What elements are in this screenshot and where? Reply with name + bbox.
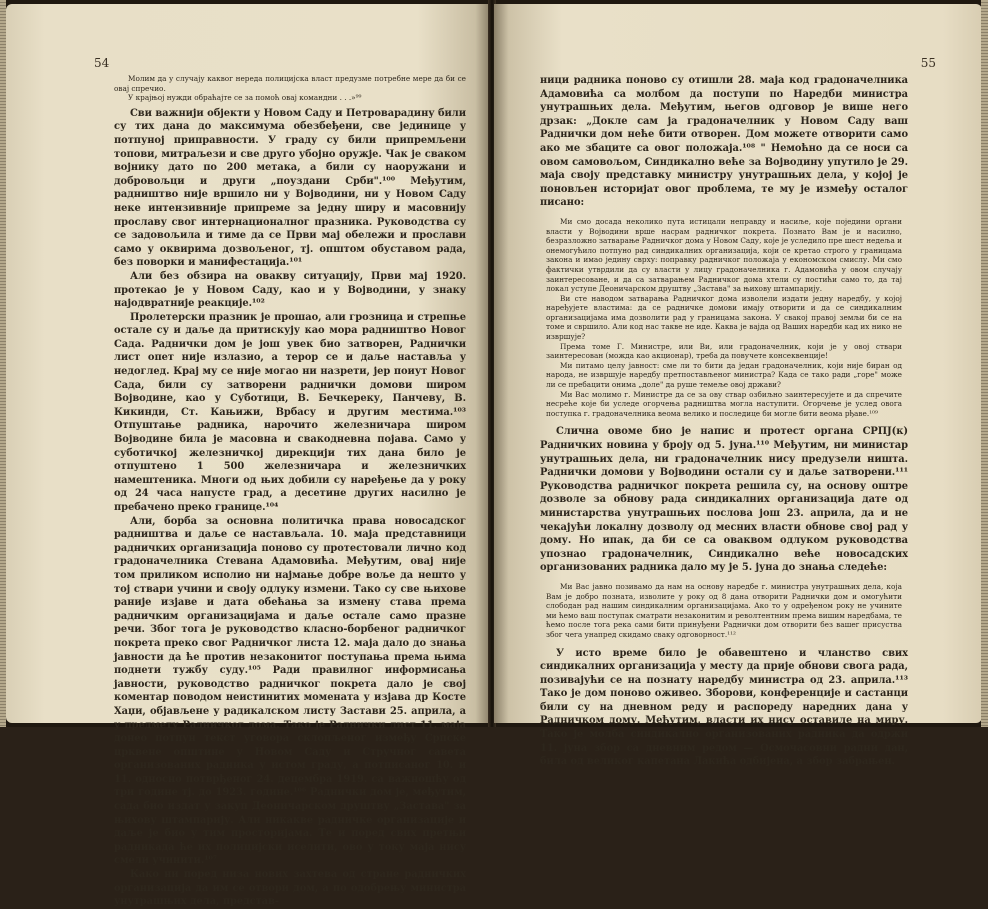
page-edges-right xyxy=(981,0,988,727)
right-page xyxy=(494,4,982,768)
body-paragraph: ници радника поново су отишли 28. маја код градоначелника Адамовића са молбом да поступи по Наредби министра унутрашњих дела. Међутим, његов одговор је више него дрзак: „Докле сам ја градоначелник у Новом Саду ваш Раднички дом неће бити отворен. Дом можете отворити само ако ме збаците са овог положаја.¹⁰⁸ " Немоћно да се носи са овом самовољом, Синдикално веће за Војводину упутило је 29. маја своју представку министру унутрашњих дела, у којој је поновљен историјат овог проблема, те му је између осталог писано: xyxy=(540,75,908,209)
quote-paragraph: Ми смо досада неколико пута истицали неправду и насиље, које поједини органи власти у Војводини врше насрам радничког покрета. Познато Вам је и насилно, безразложно затварање Радничког дома у Новом Саду, које је уследило пре шест недеља и онемогућило потпуно рад синдикалних организација, који се кретао строго у границама закона и имао једину сврху: поправку радничког положаја у економском смислу. Ми смо фактички утврдили да су власти у лицу градоначелника г. Адамовића у овом случају заинтересоване, и да са затварањем Радничког дома хтели су постићи само то, да тај локал уступе Деоничарском друштву „Застава" за њихову штампарију. xyxy=(546,216,902,294)
body-paragraph: Како ни поред низа нових захтева од стране радничких организација да им се отвори дом, а по одобрењу министра унутрашњих дела, представ- xyxy=(114,869,466,908)
body-paragraph: Сви важнији објекти у Новом Саду и Петроварадину били су тих дана до максимума обезбеђени, све јединице у потпуној приправности. У граду су били припремљени топови, митраљези и све друго убојно оружје. Чак је сваком војнику дато по 200 метака, а били су наоружани и добровољци и други „поуздани Срби".¹⁰⁰ Међутим, радништво није вршило ни у Војводини, ни у Новом Саду неке интензивније припреме за једну ширу и масовнију прославу свог интернационалног празника. Руководства су се задовољила и тиме да се Први мај обележи и прослави само у оквирима дозвољеног, тј. општом обуставом рада, без поворки и манифестација.¹⁰¹ xyxy=(114,107,466,269)
body-paragraph: Пролетерски празник је прошао, али грозница и стрепње остале су и даље да притискују као мора радништво Новог Сада. Раднички дом је још увек био затворен, Раднички лист опет није излазио, а терор се и даље наставља у недоглед. Крај му се није могао ни назрети, јер поиут Новог Сада, били су затворени раднички домови широм Војводине, као у Суботици, В. Бечкереку, Панчеву, В. Кикинди, Ст. Кањижи, Врбасу и другим местима.¹⁰³ Отпуштање радника, нарочито железничара широм Војводине била је масовна и свакодневна појава. Само у суботичкој железничкој дирекцији тих дана било је отпуштено 1 500 железничара и железничких намештеника. Многи од њих добили су наређење да у року од 24 часа напусте град, а десетине других насилно је пребачено преко границе.¹⁰⁴ xyxy=(114,311,466,513)
body-paragraph: Слична овоме био је напис и протест органа СРПЈ(к) Радничких новина у броју од 5. јуна.¹¹⁰ Међутим, ни министар унутрашњих дела, ни градоначелник нису предузели ништа. Раднички домови у Војводини остали су и даље затворени.¹¹¹ Руководства радничког покрета решила су, на основу оштре дозволе за обнову рада синдикалних организација дате од министарства унутрашњих послова још 23. априла, да и не чекајући локалну дозволу од месних власти обнове свој рад у дому. Но ипак, да би се са оваквом одлуком руководства упознао градоначелник, Синдикално веће новосадских организованих радника дало му је 5. јуна до знања следеће: xyxy=(540,426,908,574)
quote-paragraph: Ви сте наводом затварања Радничког дома изволели издати једну наредбу, у којој наређујете властима: да се радничке домови имају отворити и да се синдикалним организацијама има дозволити рад у границама закона. У свакој правој земљи би се на томе и свршило. Али код нас такве не иде. Каква је вајда од Ваших наредби кад их нико не извршује? xyxy=(546,293,902,342)
left-page-text xyxy=(114,74,466,909)
body-paragraph: Али без обзира на овакву ситуацију, Први мај 1920. протекао је у Новом Саду, као и у Војводини, у знаку најодвратније реакције.¹⁰² xyxy=(114,270,466,310)
body-paragraph: У исто време било је обавештено и чланство свих синдикалних организација у месту да прије обнови свога рада, позивајући се на познату наредбу министра од 23. априла.¹¹³ Тако је дом поново оживео. Зборови, конференције и састанци били су на дневном реду и распореду наредних дана у Радничком дому. Међутим, власти их нису оставиле на миру. Тако је молба синдикално организованих радника да одржи 11. јуна збор са дневним редом — Осмочасовни радни дан, била од великог капетана Лакића одбијена, а збор забрањен. xyxy=(540,647,908,768)
quote-paragraph: У крајњој нужди обраћајте се за помоћ овај командни . . .»⁹⁹ xyxy=(128,93,362,103)
quote-paragraph: Ми Вас јавно позивамо да нам на основу наредбе г. министра унутрашњих дела, која Вам је добро позната, изволите у року од 8 дана отворити Раднички дом и омогућити слободан рад нашим синдикалним организацијама. Ако то у одређеном року не учините ми ћемо ваш поступак сматрати незаконитим и револтентним према вишим наредбама, те ћемо после тога река сами бити принуђени Раднички дом отворити без вашег присуства због чега унапред скидамо сваку одговорност.¹¹² xyxy=(546,581,902,639)
page-number-right: 55 xyxy=(920,56,936,70)
quote-paragraph: Према томе Г. Министре, или Ви, или градоначелник, који је у овој ствари заинтересован (можда као акционар), треба да повучете консеквенције! xyxy=(546,341,902,361)
page-number-left: 54 xyxy=(94,56,110,70)
quote-paragraph: Молим да у случају каквог нереда полицијска власт предузме потребне мере да би се овај спречио. xyxy=(114,74,466,93)
left-page xyxy=(6,4,490,908)
quote-paragraph: Ми Вас молимо г. Министре да се за ову ствар озбиљно заинтересујете и да спречите несреће које би уследе огорчења радништва могла наступити. Огорчење је услед овога поступка г. градоначелника веома велико и последице би могле бити веома рђаве.¹⁰⁹ xyxy=(546,389,902,418)
quote-paragraph: Ми питамо целу јавност: сме ли то бити да један градоначелник, који није биран од народа, не извршује наредбу претпостављеног министра? Када се тако ради „горе" може ли се пребацити онима „доле" да руше темеље овој држави? xyxy=(546,360,902,390)
right-page-text xyxy=(540,74,908,769)
body-paragraph: Али, борба за основна политичка права новосадског радништва и даље се настављала. 10. маја представници радничких организација поново су протестовали лично код градоначелника Стевана Адамовића. Међутим, овај није том приликом исполио ни најмање добре воље да нешто у тој ствари учини и своју одлуку измени. Тако су све њихове раније изјаве и дата обећања за измену става према радничким организацијама и даље остале само празне речи. Због тога је руководство класно-борбеног радничког покрета преко свог Радничког листа 12. маја дало до знања јавности да ће против незаконитог поступања према њима поднети тужбу суду.¹⁰⁵ Ради правилног информисања јавности, руководство радничког покрета дало је свој коментар поводом неистинитих момената у изјава др Косте Хаџи, објављене у радикалском листу Застави 25. априла, а у предмету Радничког дома. Тако је Раднички лист 11. маја донео потпун текст уговора склопљеног између Српске црквене општине у Новом Саду и Стручног савета организованих радника у истом граду, а потписаног 10. и 11. односно потврђеног 24. децембра 1919. са важношћу од три године тј. до 1923. године.¹⁰⁶ Раднички дом је, међутим, сада био издат у закуп Деоничарском друштву „Застава" за њихову штампарију. Али никакве радничке организације и даље је био у тим просторијама. Те и поред свих претњи радникада ће их полицијски иселити, ово у току маја нису смели учинити.¹⁰⁷ xyxy=(114,515,466,867)
